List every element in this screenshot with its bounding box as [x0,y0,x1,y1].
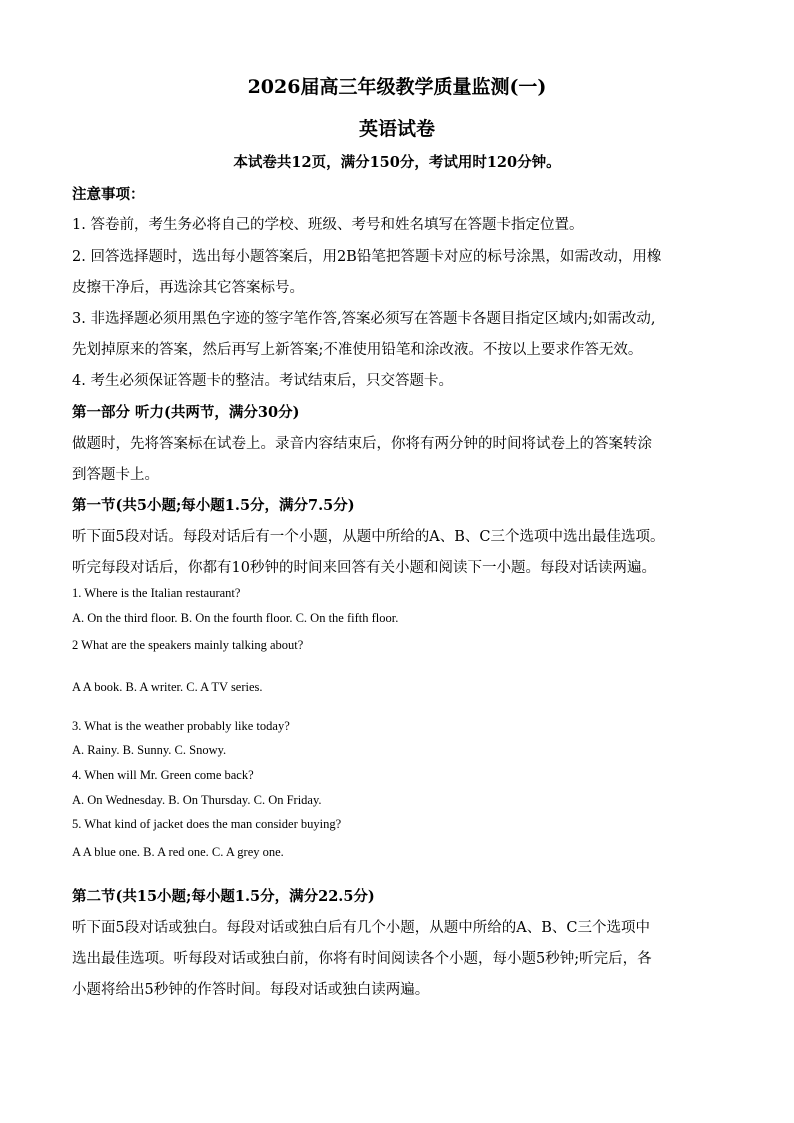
note-line: 先划掉原来的答案，然后再写上新答案;不准使用铅笔和涂改液。不按以上要求作答无效。 [72,342,643,358]
question-options: A. Rainy. B. Sunny. C. Snowy. [72,743,227,757]
section1-heading: 第一节(共5小题;每小题1.5分，满分7.5分) [72,497,355,514]
section2-heading: 第二节(共15小题;每小题1.5分，满分22.5分) [72,888,375,905]
page-subtitle: 英语试卷 [358,118,435,140]
part1-intro-line: 做题时，先将答案标在试卷上。录音内容结束后，你将有两分钟的时间将试卷上的答案转涂 [72,436,652,452]
question-text: 1. Where is the Italian restaurant? [72,586,241,600]
exam-info: 本试卷共12页，满分150分，考试用时120分钟。 [233,154,561,171]
section2-intro-line: 听下面5段对话或独白。每段对话或独白后有几个小题，从题中所给的A、B、C三个选项中 [72,920,650,936]
note-line: 皮擦干净后，再选涂其它答案标号。 [72,280,304,296]
question-text: 5. What kind of jacket does the man consider buying? [72,817,342,831]
note-line: 4. 考生必须保证答题卡的整洁。考试结束后，只交答题卡。 [72,373,453,389]
question-text: 2 What are the speakers mainly talking about? [72,638,304,652]
part1-heading: 第一部分 听力(共两节，满分30分) [72,404,300,421]
section1-intro-line: 听完每段对话后，你都有10秒钟的时间来回答有关小题和阅读下一小题。每段对话读两遍。 [72,560,656,576]
question-text: 4. When will Mr. Green come back? [72,768,254,782]
question-options: A. On Wednesday. B. On Thursday. C. On Friday. [72,793,322,807]
section2-intro-line: 选出最佳选项。听每段对话或独白前，你将有时间阅读各个小题，每小题5秒钟;听完后，各 [72,951,652,967]
page-title: 2026届高三年级教学质量监测(一) [247,76,547,98]
section1-intro-line: 听下面5段对话。每段对话后有一个小题，从题中所给的A、B、C三个选项中选出最佳选项。 [72,529,665,545]
question-options: A A book. B. A writer. C. A TV series. [72,680,263,694]
part1-intro-line: 到答题卡上。 [72,467,159,483]
question-options: A A blue one. B. A red one. C. A grey one. [72,845,284,859]
question-options: A. On the third floor. B. On the fourth floor. C. On the fifth floor. [72,611,399,625]
question-text: 3. What is the weather probably like today? [72,719,290,733]
note-line: 1. 答卷前，考生务必将自己的学校、班级、考号和姓名填写在答题卡指定位置。 [72,217,584,233]
section2-intro-line: 小题将给出5秒钟的作答时间。每段对话或独白读两遍。 [72,982,430,998]
note-line: 3. 非选择题必须用黑色字迹的签字笔作答,答案必须写在答题卡各题目指定区域内;如需改动, [72,311,656,327]
notes-heading: 注意事项： [72,186,145,203]
note-line: 2. 回答选择题时，选出每小题答案后，用2B铅笔把答题卡对应的标号涂黑，如需改动，用橡 [72,249,662,265]
